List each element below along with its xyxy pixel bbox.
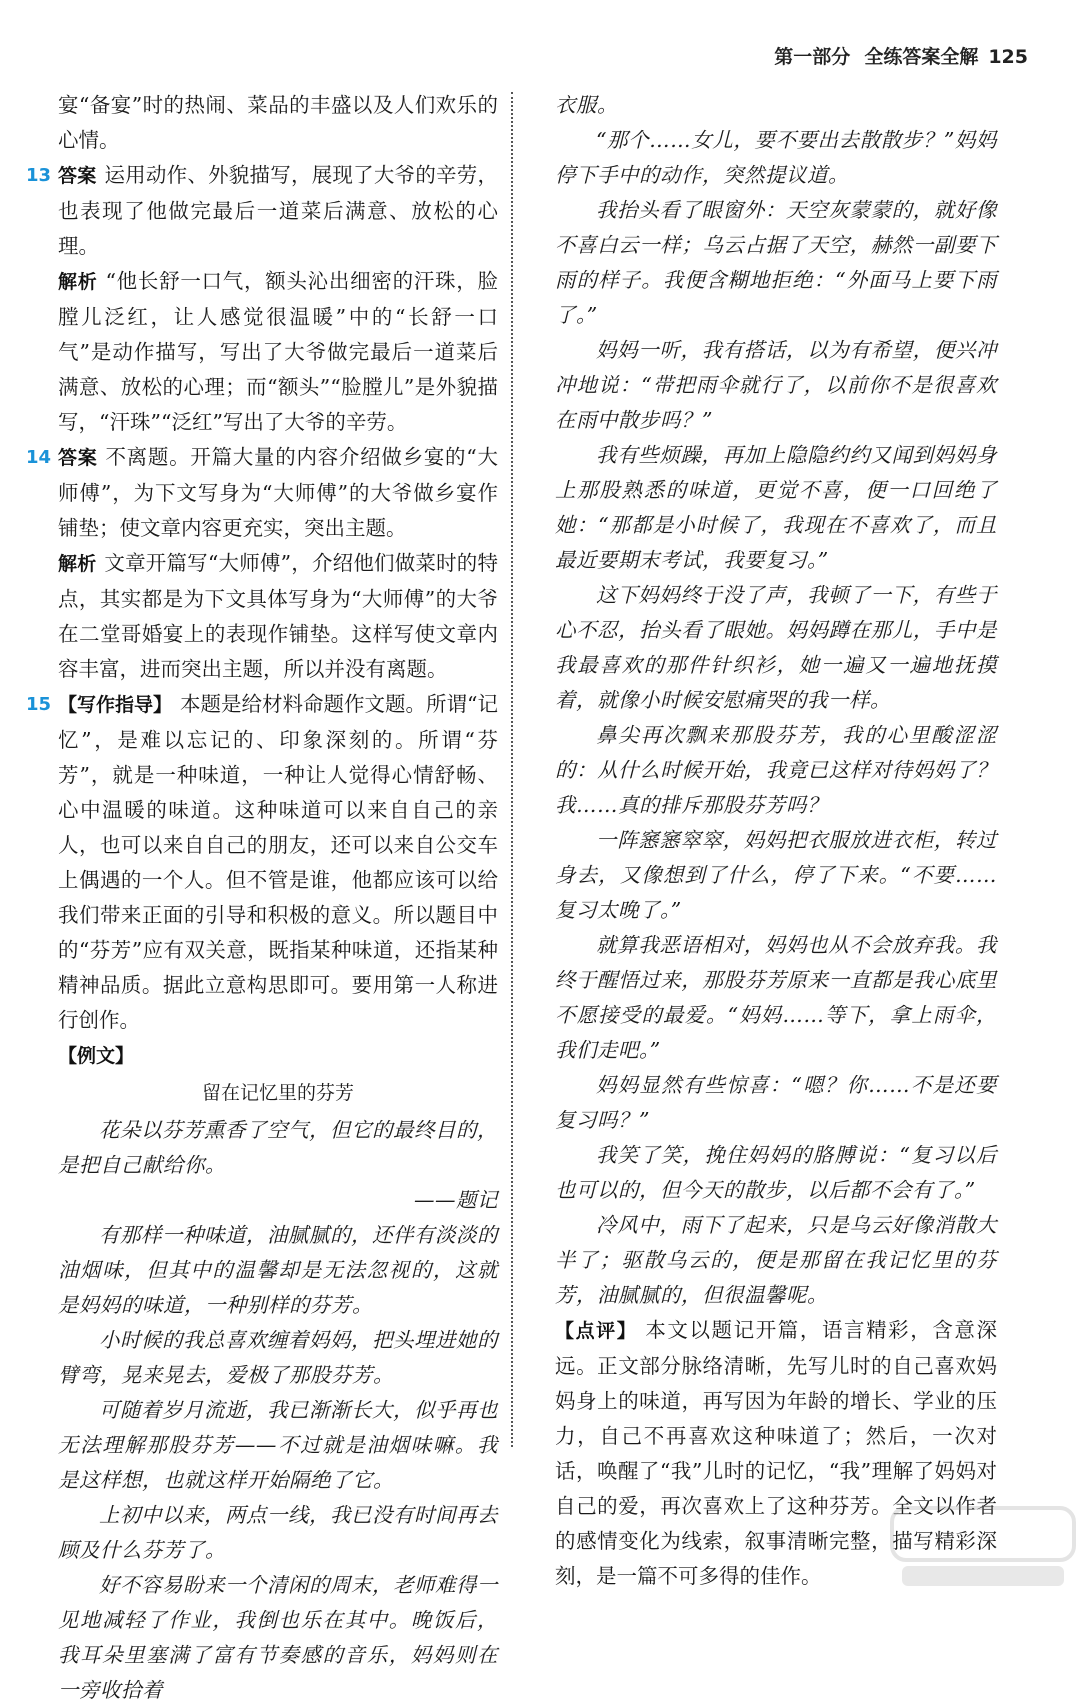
essay-paragraph: 我笑了笑，挽住妈妈的胳膊说：“复习以后也可以的，但今天的散步，以后都不会有了。” [555,1143,997,1202]
answer-text: 不离题。开篇大量的内容介绍做乡宴的“大师傅”，为下文写身为“大师傅”的大爷做乡宴作铺垫；使文章内容更充实，突出主题。 [58,445,498,540]
comment-label: 【点评】 [555,1320,638,1342]
answer-text: 运用动作、外貌描写，展现了大爷的辛劳，也表现了他做完最后一道菜后满意、放松的心理。 [58,163,498,258]
essay-paragraph: 冷风中，雨下了起来，只是乌云好像消散大半了；驱散乌云的，便是那留在我记忆里的芬芳，油腻腻的，但很温馨呢。 [555,1213,997,1307]
right-column [555,88,997,1594]
page-number: 125 [988,46,1028,68]
essay-paragraph: 妈妈一听，我有搭话，以为有希望，便兴冲冲地说：“带把雨伞就行了，以前你不是很喜欢在雨中散步吗？” [555,338,997,432]
answer-label: 答案 [58,447,98,469]
writing-guide-text: 本题是给材料命题作文题。所谓“记忆”，是难以忘记的、印象深刻的。所谓“芬芳”，就是一种味道，一种让人觉得心情舒畅、心中温暖的味道。这种味道可以来自自己的亲人，也可以来自自己的朋友，还可以来自公交车上偶遇的一个人。但不管是谁，他都应该可以给我们带来正面的引导和积极的意义。所以题目中的“芬芳”应有双关意，既指某种味道，还指某种精神品质。据此立意构思即可。要用第一人称进行创作。 [58,692,498,1032]
question-15 [26,687,498,1708]
column-divider [511,92,513,1447]
question-13 [26,158,498,440]
writing-guide-label: 【写作指导】 [58,694,173,716]
epigraph-attribution: ——题记 [414,1188,498,1212]
essay-paragraph: 这下妈妈终于没了声，我顿了一下，有些于心不忍，抬头看了眼她。妈妈蹲在那儿，手中是我最喜欢的那件针织衫，她一遍又一遍地抚摸着，就像小时候安慰痛哭的我一样。 [555,583,997,712]
analysis-label: 解析 [58,271,98,293]
analysis-label: 解析 [58,553,97,575]
intro-continuation: 宴“备宴”时的热闹、菜品的丰盛以及人们欢乐的心情。 [58,93,498,152]
essay-paragraph: 一阵窸窸窣窣，妈妈把衣服放进衣柜，转过身去，又像想到了什么，停了下来。“不要……复习太晚了。” [555,828,997,922]
question-14 [26,440,498,687]
essay-title: 留在记忆里的芬芳 [201,1082,354,1104]
essay-paragraph: 我有些烦躁，再加上隐隐约约又闻到妈妈身上那股熟悉的味道，更觉不喜，便一口回绝了她：“那都是小时候了，我现在不喜欢了，而且最近要期末考试，我要复习。” [555,443,997,572]
page-header [760,42,1028,69]
essay-paragraph: 衣服。 [555,93,618,117]
comment-text: 本文以题记开篇，语言精彩，含意深远。正文部分脉络清晰，先写儿时的自己喜欢妈妈身上的味道，再写因为年龄的增长、学业的压力，自己不再喜欢这种味道了；然后，一次对话，唤醒了“我”儿时的记忆，“我”理解了妈妈对自己的爱，再次喜欢上了这种芬芳。全文以作者的感情变化为线索，叙事清晰完整，描写精彩深刻，是一篇不可多得的佳作。 [555,1318,997,1588]
essay-paragraph: 我抬头看了眼窗外：天空灰蒙蒙的，就好像不喜白云一样；乌云占据了天空，赫然一副要下雨的样子。我便含糊地拒绝：“外面马上要下雨了。” [555,198,997,327]
essay-paragraph: 好不容易盼来一个清闲的周末，老师难得一见地减轻了作业，我倒也乐在其中。晚饭后，我耳朵里塞满了富有节奏感的音乐，妈妈则在一旁收拾着 [58,1573,498,1702]
analysis-text: 文章开篇写“大师傅”，介绍他们做菜时的特点，其实都是为下文具体写身为“大师傅”的大爷在二堂哥婚宴上的表现作铺垫。这样写使文章内容丰富，进而突出主题，所以并没有离题。 [58,551,498,681]
essay-paragraph: 上初中以来，两点一线，我已没有时间再去顾及什么芬芳了。 [58,1503,498,1562]
essay-paragraph: 小时候的我总喜欢缠着妈妈，把头埋进她的臂弯，晃来晃去，爱极了那股芬芳。 [58,1328,498,1387]
example-label: 【例文】 [58,1045,135,1067]
essay-paragraph: 妈妈显然有些惊喜：“嗯？你……不是还要复习吗？” [555,1073,997,1132]
question-number: 15 [26,694,52,715]
watermark-logo [888,1502,1078,1592]
left-column [26,88,498,1708]
essay-paragraph: 就算我恶语相对，妈妈也从不会放弃我。我终于醒悟过来，那股芬芳原来一直都是我心底里不愿接受的最爱。“妈妈……等下，拿上雨伞，我们走吧。” [555,933,997,1062]
essay-paragraph: 有那样一种味道，油腻腻的，还伴有淡淡的油烟味，但其中的温馨却是无法忽视的，这就是妈妈的味道，一种别样的芬芳。 [58,1223,498,1317]
header-subtitle: 全练答案全解 [864,46,979,68]
question-number: 13 [26,165,52,186]
answer-label: 答案 [58,165,97,187]
essay-paragraph: “那个……女儿，要不要出去散散步？”妈妈停下手中的动作，突然提议道。 [555,128,997,187]
epigraph: 花朵以芬芳熏香了空气，但它的最终目的，是把自己献给你。 [58,1118,498,1177]
header-section: 第一部分 [774,46,851,68]
essay-paragraph: 可随着岁月流逝，我已渐渐长大，似乎再也无法理解那股芬芳——不过就是油烟味嘛。我是这样想，也就这样开始隔绝了它。 [58,1398,498,1492]
analysis-text: “他长舒一口气，额头沁出细密的汗珠，脸膛儿泛红，让人感觉很温暖”中的“长舒一口气”是动作描写，写出了大爷做完最后一道菜后满意、放松的心理；而“额头”“脸膛儿”是外貌描写，“汗珠”“泛红”写出了大爷的辛劳。 [58,269,498,434]
essay-paragraph: 鼻尖再次飘来那股芬芳，我的心里酸涩涩的：从什么时候开始，我竟已这样对待妈妈了？我……真的排斥那股芬芳吗？ [555,723,997,817]
question-number: 14 [26,447,52,468]
